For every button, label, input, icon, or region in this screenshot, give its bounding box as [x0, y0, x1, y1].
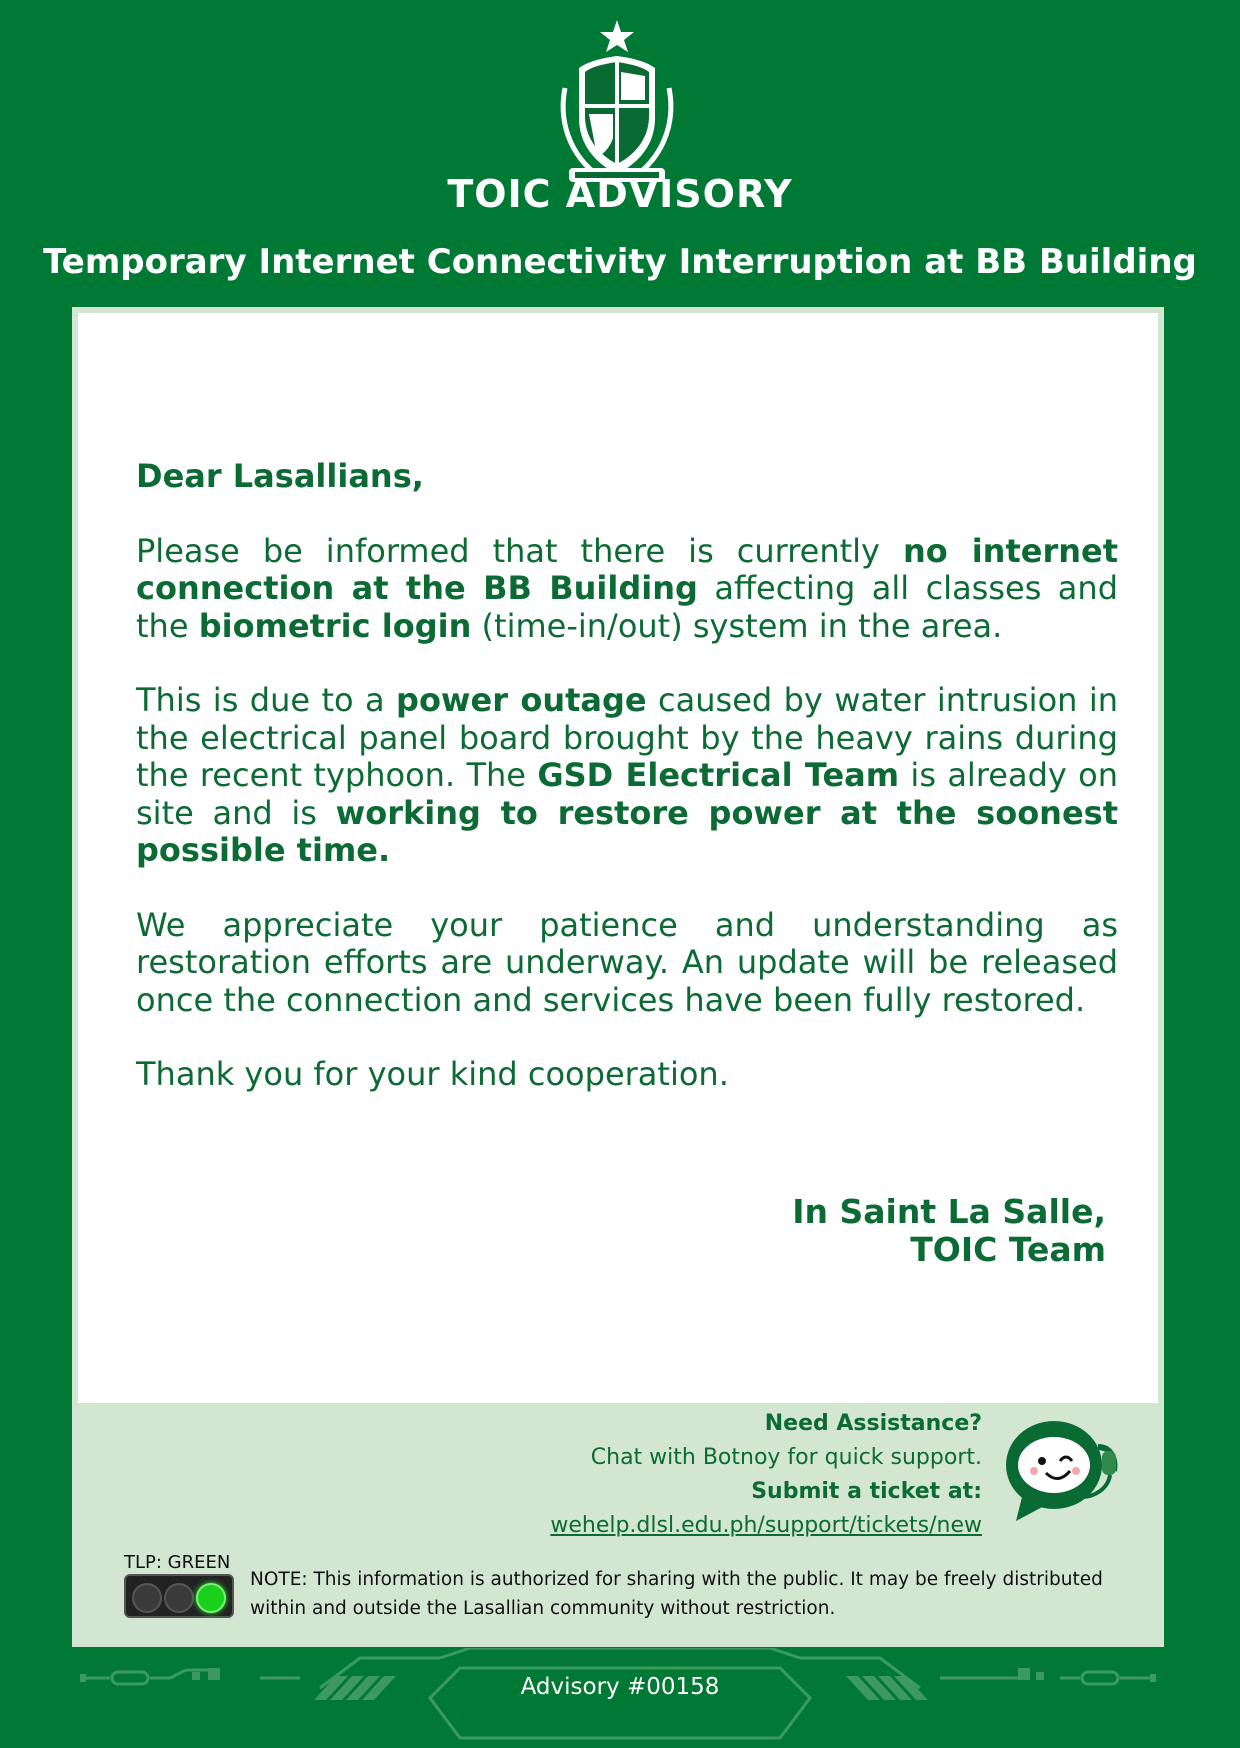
tlp-lamp-red — [132, 1583, 162, 1613]
ticket-label: Submit a ticket at: — [751, 1479, 982, 1504]
p2-bold-3: working to restore power at the soonest possible time. — [136, 793, 1118, 869]
p2-text-2: caused by water intrusion in the electrical panel board brought by the heavy rains during the recent typhoon. The — [136, 681, 1119, 794]
letter-panel — [78, 313, 1158, 1403]
signoff-line-1: In Saint La Salle, — [792, 1192, 1106, 1231]
tlp-label: TLP: GREEN — [124, 1552, 231, 1573]
p1-text-2: affecting all classes and the — [136, 569, 1119, 645]
assistance-block — [550, 1407, 982, 1543]
ticket-link[interactable]: wehelp.dlsl.edu.ph/support/tickets/new — [550, 1513, 982, 1538]
p2-text-3: is already on site and is — [136, 756, 1119, 832]
paragraph-4: Thank you for your kind cooperation. — [136, 1055, 729, 1093]
greeting: Dear Lasallians, — [136, 457, 424, 495]
advisory-title: TOIC ADVISORY — [447, 172, 793, 216]
tlp-note: NOTE: This information is authorized for sharing with the public. It may be freely distributed within and outside the Lasallian community without restriction. — [250, 1569, 1103, 1619]
signoff — [792, 1193, 1106, 1269]
p1-bold-2: biometric login — [198, 606, 472, 645]
botnoy-chatbot-icon[interactable] — [1002, 1417, 1124, 1525]
paragraph-2 — [136, 682, 1118, 870]
advisory-subtitle: Temporary Internet Connectivity Interruption at BB Building — [43, 242, 1197, 282]
tlp-lamp-amber — [164, 1583, 194, 1613]
advisory-card — [72, 307, 1164, 1647]
signoff-line-2: TOIC Team — [910, 1230, 1106, 1269]
p2-text-1: This is due to a — [136, 681, 397, 719]
paragraph-1 — [136, 533, 1118, 646]
assistance-heading: Need Assistance? — [764, 1411, 982, 1436]
paragraph-3: We appreciate your patience and understanding as restoration efforts are underway. An update will be released once the connection and services have been fully restored. — [136, 905, 1118, 1019]
p2-bold-1: power outage — [396, 681, 647, 719]
tlp-traffic-light-icon — [124, 1574, 234, 1618]
advisory-number: Advisory #00158 — [520, 1674, 720, 1700]
p2-bold-2: GSD Electrical Team — [537, 756, 900, 794]
assistance-chat-text: Chat with Botnoy for quick support. — [590, 1445, 982, 1470]
tlp-lamp-green — [196, 1583, 226, 1613]
letter-body — [136, 458, 1118, 1131]
p1-bold-1: no internet connection at the BB Building — [136, 531, 1119, 607]
p1-text-1: Please be informed that there is currently — [136, 531, 903, 570]
p1-text-3: (time-in/out) system in the area. — [471, 606, 1003, 645]
